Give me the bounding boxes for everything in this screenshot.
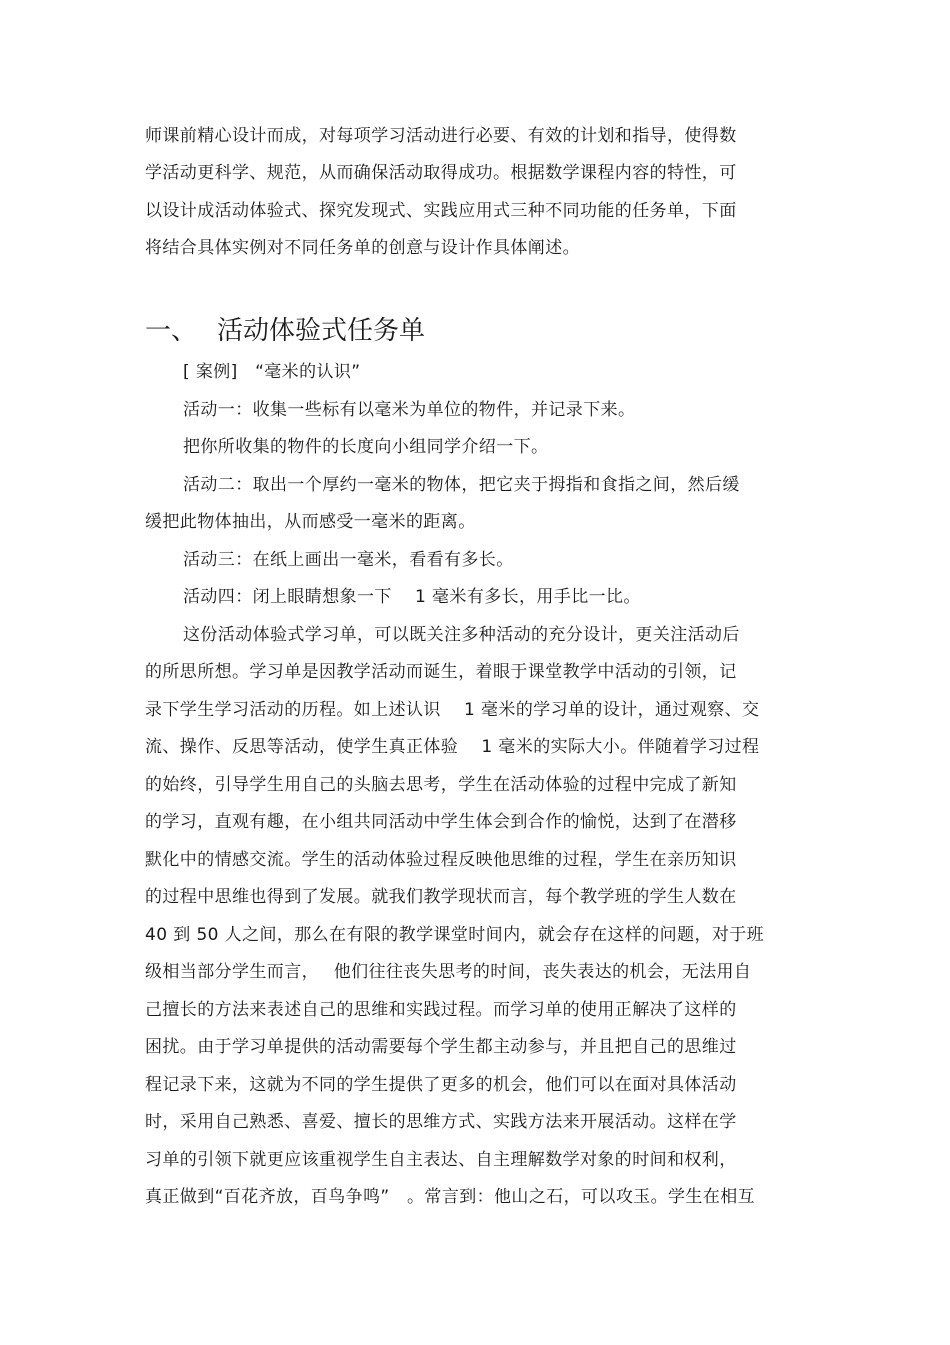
body-line-6: 的学习，直观有趣，在小组共同活动中学生体会到合作的愉悦，达到了在潜移 [145,812,737,832]
intro-line-1: 师课前精心设计而成，对每项学习活动进行必要、有效的计划和指导，使得数 [145,126,737,146]
section-title: 活动体验式任务单 [217,316,426,346]
body-line-5: 的始终，引导学生用自己的头脑去思考，学生在活动体验的过程中完成了新知 [145,775,737,795]
body-line-4: 流、操作、反思等活动，使学生真正体验 1 毫米的实际大小。伴随着学习过程 [145,737,760,757]
section-number: 一、 [145,316,198,346]
body-line-8: 的过程中思维也得到了发展。就我们教学现状而言，每个教学班的学生人数在 [145,887,737,907]
body-line-7: 默化中的情感交流。学生的活动体验过程反映他思维的过程，学生在亲历知识 [145,850,737,870]
body-line-12: 困扰。由于学习单提供的活动需要每个学生都主动参与，并且把自己的思维过 [145,1037,737,1057]
body-line-3: 录下学生学习活动的历程。如上述认识 1 毫米的学习单的设计，通过观察、交 [145,700,760,720]
section-heading [145,314,425,348]
body-line-13: 程记录下来，这就为不同的学生提供了更多的机会，他们可以在面对具体活动 [145,1075,737,1095]
activity-line-2: 把你所收集的物件的长度向小组同学介绍一下。 [183,437,549,457]
body-line-14: 时，采用自己熟悉、喜爱、擅长的思维方式、实践方法来开展活动。这样在学 [145,1112,737,1132]
activity-line-1: 活动一：收集一些标有以毫米为单位的物件，并记录下来。 [183,400,636,420]
intro-line-4: 将结合具体实例对不同任务单的创意与设计作具体阐述。 [145,238,580,258]
activity-line-4: 缓把此物体抽出，从而感受一毫米的距离。 [145,512,476,532]
activity-line-3: 活动二：取出一个厚约一毫米的物体，把它夹于拇指和食指之间，然后缓 [183,475,740,495]
case-label: [ 案例] “毫米的认识” [183,362,361,382]
body-line-10: 级相当部分学生而言， 他们往往丧失思考的时间，丧失表达的机会，无法用自 [145,962,752,982]
body-line-15: 习单的引领下就更应该重视学生自主表达、自主理解数学对象的时间和权利， [145,1150,737,1170]
intro-line-2: 学活动更科学、规范，从而确保活动取得成功。根据数学课程内容的特性，可 [145,163,737,183]
body-line-16: 真正做到“百花齐放，百鸟争鸣” 。常言到：他山之石，可以攻玉。学生在相互 [145,1187,756,1207]
body-line-9: 40 到 50 人之间，那么在有限的教学课堂时间内，就会存在这样的问题，对于班 [145,925,765,945]
activity-line-5: 活动三：在纸上画出一毫米，看看有多长。 [183,550,514,570]
intro-line-3: 以设计成活动体验式、探究发现式、实践应用式三种不同功能的任务单，下面 [145,201,737,221]
body-line-11: 己擅长的方法来表述自己的思维和实践过程。而学习单的使用正解决了这样的 [145,1000,737,1020]
body-line-1: 这份活动体验式学习单，可以既关注多种活动的充分设计，更关注活动后 [183,625,740,645]
activity-line-6: 活动四：闭上眼睛想象一下 1 毫米有多长，用手比一比。 [183,587,641,607]
body-line-2: 的所思所想。学习单是因教学活动而诞生，着眼于课堂教学中活动的引领，记 [145,662,737,682]
